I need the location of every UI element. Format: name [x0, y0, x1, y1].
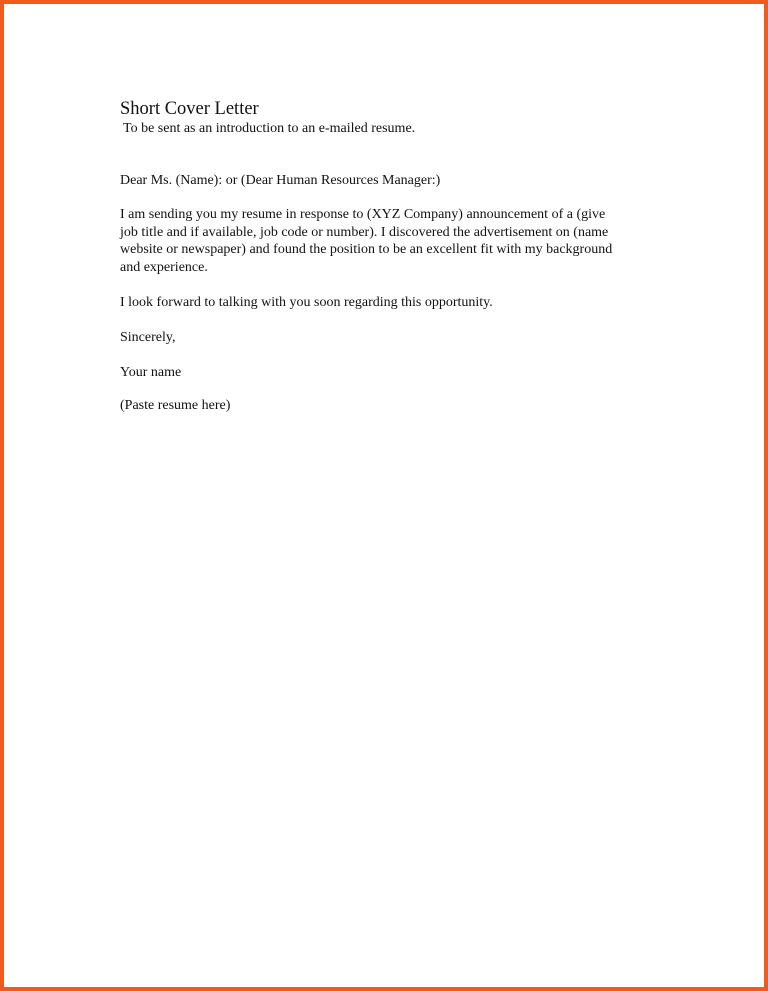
body-paragraph: [120, 206, 660, 277]
closing-paragraph: I look forward to talking with you soon regarding this opportunity.: [120, 294, 493, 310]
body-line: website or newspaper) and found the position to be an excellent fit with my background: [120, 242, 613, 258]
body-line: job title and if available, job code or number). I discovered the advertisement on (name: [120, 224, 609, 240]
body-line: I am sending you my resume in response to (XYZ Company) announcement of a (give: [120, 206, 606, 222]
signature-name: Your name: [120, 364, 182, 380]
document-title: Short Cover Letter: [120, 99, 259, 119]
valediction: Sincerely,: [120, 329, 176, 345]
attachment-note: (Paste resume here): [120, 398, 231, 414]
cover-letter: [120, 98, 660, 415]
document-subtitle: To be sent as an introduction to an e-mailed resume.: [123, 121, 416, 136]
salutation: Dear Ms. (Name): or (Dear Human Resources Manager:): [120, 173, 441, 188]
body-line: and experience.: [120, 260, 208, 276]
